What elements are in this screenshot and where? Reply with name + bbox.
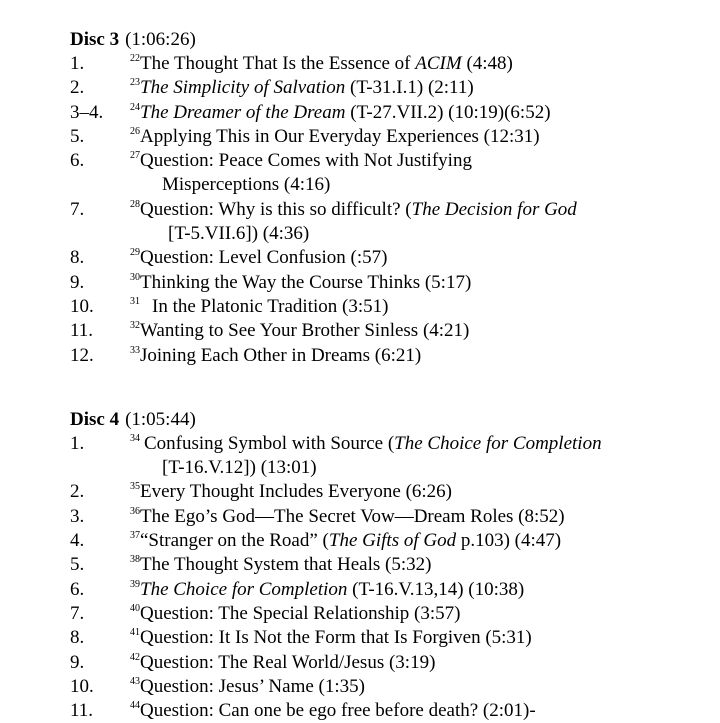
- track-continuation: [T-5.VII.6]) (4:36): [168, 223, 310, 245]
- footnote-marker: 40: [130, 602, 140, 614]
- footnote-marker: 41: [130, 627, 140, 639]
- footnote-marker: 28: [130, 198, 140, 210]
- track-row: [70, 101, 690, 125]
- track-number: 8.: [70, 627, 85, 649]
- track-number: 10.: [70, 295, 94, 317]
- track-text: Question: Jesus’ Name (1:35): [140, 675, 365, 697]
- track-title: [130, 76, 474, 100]
- footnote-marker: 24: [130, 101, 140, 113]
- footnote-marker: 30: [130, 271, 140, 283]
- track-number: 10.: [70, 675, 94, 697]
- footnote-marker: 27: [130, 150, 140, 162]
- track-title: [130, 101, 551, 125]
- track-row: [70, 529, 690, 553]
- track-row: [70, 699, 690, 723]
- track-title: [130, 344, 421, 368]
- track-row: [70, 52, 690, 76]
- track-title: [130, 675, 365, 699]
- track-text: The Ego’s God—The Secret Vow—Dream Roles (8:52): [140, 505, 565, 527]
- track-number: 9.: [70, 651, 85, 673]
- track-row: [70, 344, 690, 368]
- track-number: 4.: [70, 530, 85, 552]
- track-italic-title: The Decision for God: [411, 198, 577, 220]
- footnote-marker: 36: [130, 505, 140, 517]
- footnote-marker: 43: [130, 675, 140, 687]
- track-row: [70, 578, 690, 602]
- track-number: 2.: [70, 77, 85, 99]
- track-title: [130, 578, 524, 602]
- track-text: Question: The Real World/Jesus (3:19): [140, 651, 436, 673]
- footnote-marker: 33: [130, 344, 140, 356]
- track-italic-title: ACIM: [415, 53, 462, 74]
- track-number: 3.: [70, 505, 85, 527]
- track-title: [130, 651, 435, 675]
- track-row: [70, 149, 690, 173]
- footnote-marker: 35: [130, 481, 140, 493]
- track-number: 5.: [70, 554, 85, 576]
- track-title: [130, 699, 536, 723]
- footnote-marker: 22: [130, 53, 140, 64]
- track-title: [130, 125, 540, 149]
- track-text: Question: It Is Not the Form that Is Forgiven (5:31): [140, 627, 532, 649]
- track-italic-title: The Choice for Completion: [394, 432, 602, 454]
- track-row: [70, 246, 690, 270]
- track-number: 11.: [70, 700, 94, 722]
- track-title: [130, 432, 602, 456]
- track-text-tail: p.103) (4:47): [456, 530, 562, 552]
- track-continuation: [T-16.V.12]) (13:01): [162, 457, 317, 479]
- track-number: 7.: [70, 602, 85, 624]
- footnote-marker: 34: [130, 432, 140, 444]
- disc-header: [70, 28, 690, 52]
- disc-duration: (1:06:26): [125, 29, 196, 50]
- track-number: 1.: [70, 53, 85, 74]
- track-text: Question: The Special Relationship (3:57): [140, 602, 461, 624]
- track-text: Applying This in Our Everyday Experiences (12:31): [140, 125, 540, 147]
- track-text: Confusing Symbol with Source (: [144, 432, 395, 454]
- track-number: 6.: [70, 578, 85, 600]
- track-text: Thinking the Way the Course Thinks (5:17): [140, 271, 472, 293]
- footnote-marker: 42: [130, 651, 140, 663]
- track-title: [130, 295, 388, 319]
- track-number: 12.: [70, 344, 94, 366]
- track-italic-title: The Choice for Completion: [140, 578, 348, 600]
- footnote-marker: 29: [130, 247, 140, 259]
- track-number: 5.: [70, 125, 85, 147]
- track-row: [70, 295, 690, 319]
- footnote-marker: 44: [130, 700, 140, 712]
- track-text: “Stranger on the Road” (: [140, 530, 329, 552]
- track-text-tail: (4:48): [461, 53, 513, 74]
- track-number: 9.: [70, 271, 85, 293]
- track-number: 2.: [70, 481, 85, 503]
- footnote-marker: 32: [130, 320, 140, 332]
- track-text: Every Thought Includes Everyone (6:26): [140, 481, 453, 503]
- track-row: [70, 271, 690, 295]
- track-title: [130, 529, 561, 553]
- track-title: [130, 52, 513, 76]
- track-row: [70, 626, 690, 650]
- track-title: [130, 553, 431, 577]
- track-text: The Thought System that Heals (5:32): [140, 554, 432, 576]
- track-text: Joining Each Other in Dreams (6:21): [140, 344, 422, 366]
- track-row: [70, 198, 690, 222]
- disc-label: Disc 3: [70, 29, 120, 50]
- track-title: [130, 198, 577, 222]
- footnote-marker: 23: [130, 77, 140, 89]
- track-row: [70, 553, 690, 577]
- track-row: [70, 602, 690, 626]
- track-italic-title: The Simplicity of Salvation: [140, 77, 346, 99]
- track-row: [70, 319, 690, 343]
- track-title: [130, 505, 565, 529]
- track-row: [70, 480, 690, 504]
- track-row: [70, 125, 690, 149]
- disc-label: Disc 4: [70, 408, 120, 430]
- track-italic-title: The Gifts of God: [328, 530, 457, 552]
- track-title: [130, 480, 452, 504]
- track-number: 3–4.: [70, 101, 104, 123]
- track-row: [70, 651, 690, 675]
- track-number: 6.: [70, 150, 85, 172]
- track-italic-title: The Dreamer of the Dream: [140, 101, 346, 123]
- track-title: [130, 271, 471, 295]
- track-title: [130, 626, 532, 650]
- track-text: Question: Can one be ego free before death? (2:01)-: [140, 700, 536, 722]
- footnote-marker: 38: [130, 554, 140, 566]
- disc-duration: (1:05:44): [125, 408, 196, 430]
- track-row: [70, 76, 690, 100]
- track-text-tail: (T-31.I.1) (2:11): [345, 77, 474, 99]
- footnote-marker: 37: [130, 530, 140, 542]
- track-title: [130, 246, 388, 270]
- track-title: [130, 319, 469, 343]
- track-number: 7.: [70, 198, 85, 220]
- track-row: [70, 432, 690, 456]
- track-number: 11.: [70, 320, 94, 342]
- footnote-marker: 26: [130, 125, 140, 137]
- track-text-tail: (T-16.V.13,14) (10:38): [347, 578, 525, 600]
- track-text: Question: Level Confusion (:57): [140, 247, 388, 269]
- disc-header: [70, 408, 690, 432]
- track-continuation: Misperceptions (4:16): [162, 174, 331, 196]
- track-text: Wanting to See Your Brother Sinless (4:21): [140, 320, 470, 342]
- track-text: Question: Peace Comes with Not Justifying: [140, 150, 472, 172]
- track-title: [130, 602, 461, 626]
- footnote-marker: 39: [130, 578, 140, 590]
- track-listing: [70, 28, 690, 723]
- track-row: [70, 505, 690, 529]
- track-text: In the Platonic Tradition (3:51): [152, 295, 389, 317]
- track-row: [70, 675, 690, 699]
- track-title: [130, 149, 472, 173]
- track-number: 1.: [70, 432, 85, 454]
- section-spacer: [70, 368, 690, 408]
- track-text: Question: Why is this so difficult? (: [140, 198, 412, 220]
- track-text: The Thought That Is the Essence of: [140, 53, 416, 74]
- footnote-marker: 31: [130, 295, 140, 307]
- track-text-tail: (T-27.VII.2) (10:19)(6:52): [345, 101, 551, 123]
- track-number: 8.: [70, 247, 85, 269]
